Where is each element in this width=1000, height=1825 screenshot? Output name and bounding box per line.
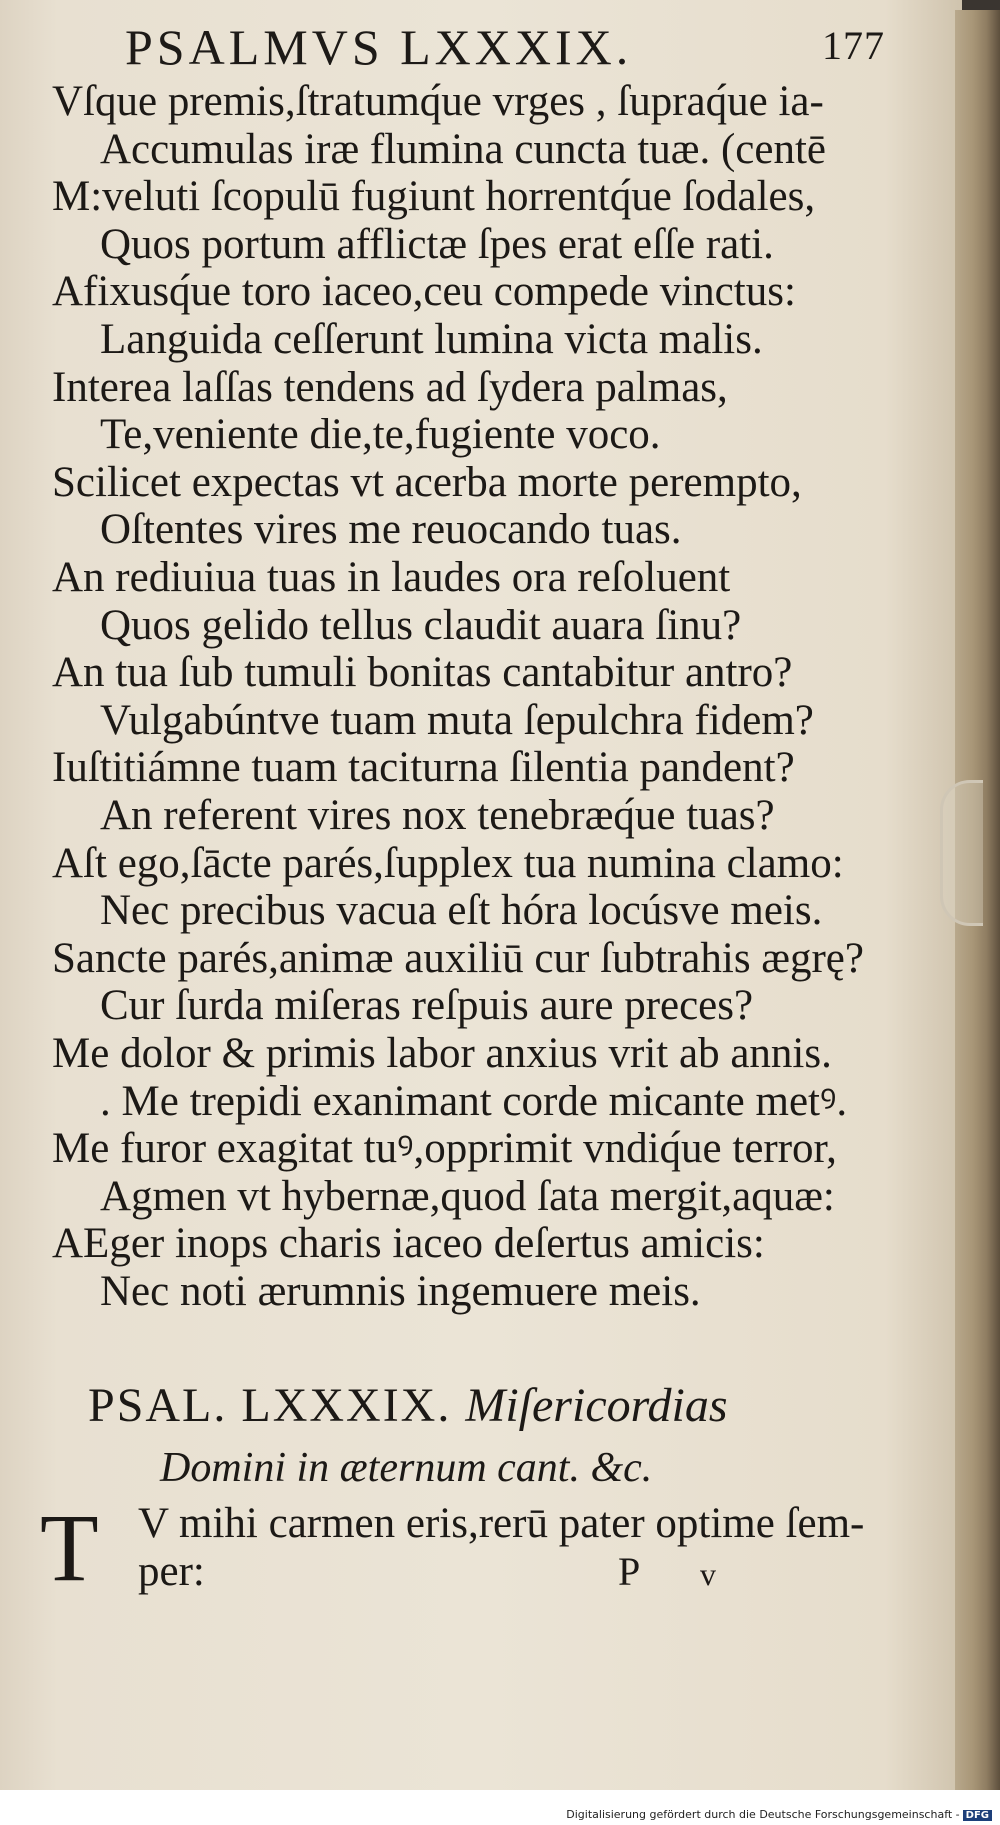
verse-line: Agmen vt hybernæ,quod ſata mergit,aquæ: bbox=[100, 1173, 835, 1220]
verse-line: . Me trepidi exanimant corde micante metꝰ. bbox=[100, 1078, 848, 1125]
drop-capital: T bbox=[40, 1494, 99, 1601]
verse-line: M:veluti ſcopulū fugiunt horrentq́ue ſodales, bbox=[52, 173, 816, 220]
verse-line: Interea laſſas tendens ad ſydera palmas, bbox=[52, 364, 728, 411]
dfg-logo: DFG bbox=[963, 1810, 992, 1821]
verse-line: Quos portum afflictæ ſpes erat eſſe rati. bbox=[100, 221, 774, 268]
first-verse-line-continued: per: bbox=[138, 1548, 205, 1595]
verse-line: Me furor exagitat tuꝰ,opprimit vndiq́ue terror, bbox=[52, 1125, 837, 1172]
verse-line: Cur ſurda miſeras reſpuis aure preces? bbox=[100, 982, 754, 1029]
verse-line: An referent vires nox tenebræq́ue tuas? bbox=[100, 792, 775, 839]
psalm-heading-incipit-continued: Domini in æternum cant. &c. bbox=[160, 1445, 653, 1491]
verse-line: An tua ſub tumuli bonitas cantabitur antro? bbox=[52, 649, 793, 696]
verse-line: Aſt ego,ſācte parés,ſupplex tua numina clamo: bbox=[52, 840, 844, 887]
verse-line: Me dolor & primis labor anxius vrit ab annis. bbox=[52, 1030, 832, 1077]
psalm-heading bbox=[88, 1378, 728, 1433]
verse-line: Vulgabúntve tuam muta ſepulchra fidem? bbox=[100, 697, 814, 744]
verse-line: An rediuiua tuas in laudes ora reſoluent bbox=[52, 554, 731, 601]
verse-line: Quos gelido tellus claudit auara ſinu? bbox=[100, 602, 742, 649]
folio-number: 177 bbox=[822, 23, 885, 68]
running-title: PSALMVS LXXXIX. bbox=[125, 19, 633, 75]
signature-mark: P bbox=[618, 1549, 641, 1594]
catchword: v bbox=[700, 1556, 716, 1592]
verse-line: Scilicet expectas vt acerba morte perempto, bbox=[52, 459, 802, 506]
psalm-heading-title: PSAL. LXXXIX. bbox=[88, 1379, 452, 1432]
verse-line: Afixusq́ue toro iaceo,ceu compede vinctus: bbox=[52, 268, 796, 315]
verse-line: Languida ceſſerunt lumina victa malis. bbox=[100, 316, 763, 363]
psalm-heading-incipit: Miſericordias bbox=[465, 1379, 728, 1432]
clasp-mark bbox=[940, 780, 983, 926]
verse-line: Nec precibus vacua eſt hóra locúsve meis. bbox=[100, 887, 823, 934]
verse-line: Te,veniente die,te,fugiente voco. bbox=[100, 411, 661, 458]
running-header bbox=[125, 18, 885, 76]
verse-line: Vſque premis,ſtratumq́ue vrges , ſupraq́ue ia- bbox=[52, 78, 824, 125]
verse-line: Sancte parés,animæ auxiliū cur ſubtrahis ægrę? bbox=[52, 935, 864, 982]
credit-text: Digitalisierung gefördert durch die Deutsche Forschungsgemeinschaft - bbox=[566, 1808, 960, 1821]
first-verse-line: V mihi carmen eris,rerū pater optime ſem- bbox=[138, 1500, 865, 1547]
verse-line: AEger inops charis iaceo deſertus amicis: bbox=[52, 1220, 765, 1267]
digitization-credit bbox=[566, 1808, 992, 1821]
verse-line: Iuſtitiámne tuam taciturna ſilentia pandent? bbox=[52, 744, 795, 791]
verse-line: Oſtentes vires me reuocando tuas. bbox=[100, 506, 682, 553]
verse-line: Accumulas iræ flumina cuncta tuæ. (centē bbox=[100, 126, 826, 173]
verse-line: Nec noti ærumnis ingemuere meis. bbox=[100, 1268, 701, 1315]
